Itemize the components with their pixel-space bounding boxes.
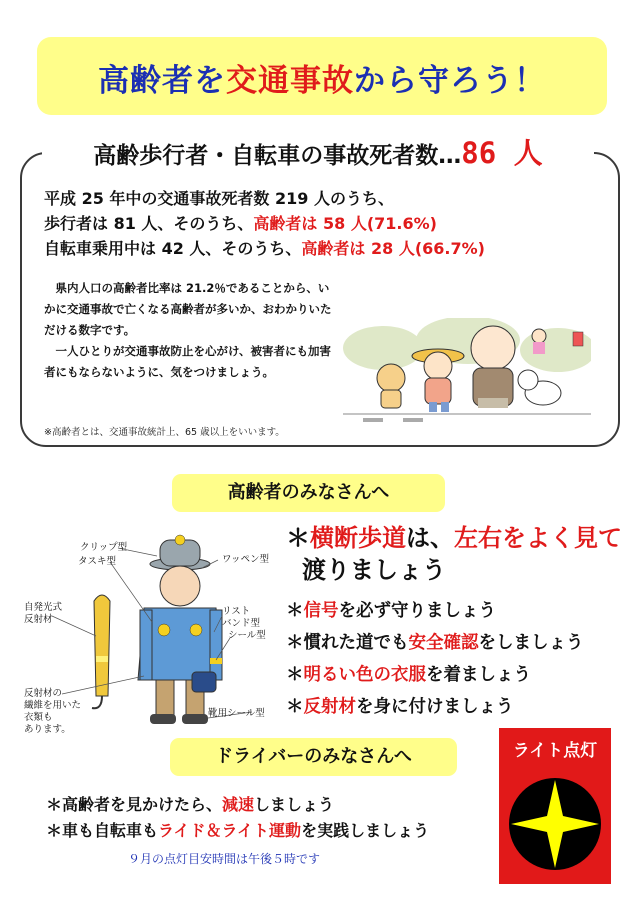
tip-bright-clothes: ＊明るい色の衣服を着ましょう [286, 665, 531, 685]
label-tasuki: タスキ型 [78, 556, 117, 567]
label-fiber-4: あります。 [24, 724, 71, 735]
tip-crosswalk-line2: 渡りましょう [302, 556, 446, 584]
reflector-figure [22, 526, 277, 741]
lighting-time-note: ９月の点灯目安時間は午後５時です [128, 852, 321, 866]
star-icon [499, 728, 611, 884]
stat-line-pedestrian: 歩行者は 81 人、そのうち、高齢者は 58 人(71.6%) [44, 214, 437, 233]
pedestrians-illustration [343, 318, 591, 436]
tip-safety-check: ＊慣れた道でも安全確認をしましょう [286, 633, 584, 653]
footnote: ※高齢者とは、交通事故統計上、65 歳以上をいいます。 [44, 427, 285, 438]
tip-reflector: ＊反射材を身に付けましょう [286, 697, 514, 717]
explanation-note [44, 278, 334, 383]
drivers-heading: ドライバーのみなさんへ [170, 738, 457, 776]
note-paragraph-1: 県内人口の高齢者比率は 21.2％であることから、いかに交通事故で亡くなる高齢者が多いか、おわかりいただける数字です。 [44, 281, 332, 337]
label-shoe: 靴用シール型 [208, 708, 265, 719]
driver-tips [46, 792, 429, 844]
label-wrist-1: リスト [222, 606, 251, 617]
label-clip: クリップ型 [80, 542, 128, 553]
light-on-label: ライト点灯 [512, 741, 598, 761]
driver-tip-ride-light: ＊車も自転車もライド＆ライト運動を実践しましょう [46, 821, 430, 840]
driver-tip-slow-down: ＊高齢者を見かけたら、減速しましょう [46, 795, 335, 814]
elderly-heading: 高齢者のみなさんへ [172, 474, 445, 512]
label-fiber-3: 衣類も [24, 712, 53, 723]
stat-line-bicycle: 自転車乗用中は 42 人、そのうち、高齢者は 28 人(66.7%) [44, 239, 485, 258]
label-self-light-2: 反射材 [24, 614, 53, 625]
statistics-heading: 高齢歩行者・自転車の事故死者数…86 人 [42, 130, 594, 176]
label-wrist-2: バンド型 [222, 618, 261, 629]
label-self-light-1: 自発光式 [24, 602, 63, 613]
note-paragraph-2: 一人ひとりが交通事故防止を心がけ、被害者にも加害者にもならないように、気をつけましょう。 [44, 344, 332, 379]
label-fiber-1: 反射材の [24, 688, 63, 699]
statistics-text [44, 186, 485, 261]
label-fiber-2: 繊維を用いた [24, 700, 82, 711]
tip-crosswalk: ＊横断歩道は、左右をよく見て [286, 524, 622, 552]
light-on-badge [499, 728, 611, 884]
label-wappen: ワッペン型 [222, 554, 270, 565]
label-seal: シール型 [228, 630, 266, 641]
stat-line-total: 平成 25 年中の交通事故死者数 219 人のうち、 [44, 189, 394, 208]
tip-signal: ＊信号を必ず守りましょう [286, 601, 496, 621]
page-title: 高齢者を交通事故から守ろう！ [98, 63, 546, 99]
